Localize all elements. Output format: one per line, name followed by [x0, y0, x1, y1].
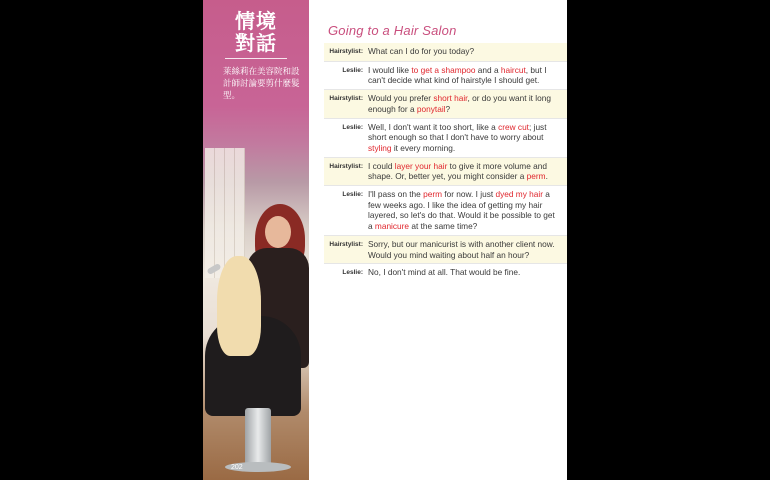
- vocabulary-keyword: ponytail: [416, 103, 446, 114]
- dialogue-text-segment: and a: [475, 64, 501, 75]
- vocabulary-keyword: dyed my hair: [495, 189, 543, 200]
- section-title-line-2: 對話: [235, 31, 277, 55]
- speaker-label: Leslie:: [342, 66, 363, 74]
- dialogue-row: [324, 61, 567, 89]
- section-description-chinese: 莱絲莉在美容院和設計師討論要剪什麼髮型。: [223, 67, 300, 101]
- vocabulary-keyword: manicure: [374, 221, 410, 232]
- dialogue-text: [368, 122, 567, 154]
- speaker-label: Leslie:: [342, 269, 363, 277]
- speaker-label: Hairstylist:: [329, 240, 363, 248]
- vocabulary-keyword: perm: [526, 171, 546, 182]
- vocabulary-keyword: layer your hair: [394, 160, 448, 171]
- dialogue-text-segment: , or do you want it long enough for a: [368, 93, 551, 114]
- dialogue-title: Going to a Hair Salon: [328, 23, 457, 38]
- book-page: [203, 0, 567, 480]
- speaker-label: Leslie:: [342, 123, 363, 131]
- dialogue-text: [368, 189, 567, 232]
- page-number: 202: [231, 464, 243, 471]
- dialogue-text: [368, 93, 567, 114]
- dialogue-row: [324, 89, 567, 117]
- dialogue-text: [368, 267, 567, 279]
- speaker-label: Leslie:: [342, 191, 363, 199]
- dialogue-text-segment: Sorry, but our manicurist is with another client now. Would you mind waiting about half an hour?: [368, 238, 555, 260]
- dialogue-list: [324, 43, 567, 282]
- dialogue-row: [324, 43, 567, 61]
- dialogue-text: [368, 65, 567, 86]
- section-title-line-1: 情境: [235, 9, 277, 33]
- dialogue-row: [324, 235, 567, 263]
- title-divider: [225, 58, 287, 59]
- dialogue-row: [324, 118, 567, 157]
- dialogue-text-segment: What can I do for you today?: [368, 46, 475, 56]
- dialogue-text-segment: at the same time?: [409, 221, 478, 232]
- dialogue-text: [368, 46, 567, 58]
- salon-chair-image: [245, 408, 271, 468]
- vocabulary-keyword: perm: [423, 189, 442, 200]
- dialogue-text-segment: I'll pass on the: [368, 189, 424, 200]
- section-title-chinese: [203, 10, 309, 54]
- vocabulary-keyword: short hair: [433, 93, 468, 104]
- vocabulary-keyword: styling: [368, 142, 392, 153]
- dialogue-text-segment: I could: [368, 160, 395, 171]
- dialogue-text-segment: I would like: [368, 64, 412, 75]
- dialogue-text-segment: , but I can't decide what kind of hairstyle I should get.: [368, 64, 547, 86]
- dialogue-text-segment: ; just short enough so that I don't have to worry about: [368, 121, 547, 143]
- dialogue-text-segment: for now. I just: [442, 189, 496, 200]
- salon-photo-panel: [203, 0, 309, 480]
- vocabulary-keyword: haircut: [500, 64, 526, 75]
- vocabulary-keyword: to get a shampoo: [411, 64, 476, 75]
- dialogue-row: [324, 157, 567, 185]
- speaker-label: Hairstylist:: [329, 95, 363, 103]
- speaker-label: Hairstylist:: [329, 48, 363, 55]
- dialogue-text: [368, 239, 567, 260]
- dialogue-text-segment: Well, I don't want it too short, like a: [368, 121, 499, 132]
- dialogue-text-segment: a few weeks ago. I like the idea of getting my hair layered, so let's do that. Would it be possible to get a: [368, 189, 555, 232]
- speaker-label: Hairstylist:: [329, 162, 363, 170]
- dialogue-row: [324, 185, 567, 235]
- dialogue-text-segment: to give it more volume and shape. Or, better yet, you might consider a: [368, 160, 547, 182]
- dialogue-text-segment: ?: [445, 103, 451, 114]
- dialogue-text-segment: .: [545, 171, 548, 182]
- client-blonde-hair-image: [217, 256, 261, 356]
- dialogue-row: [324, 263, 567, 282]
- vocabulary-keyword: crew cut: [498, 121, 529, 132]
- dialogue-text-segment: Would you prefer: [368, 93, 434, 104]
- hairstylist-face-image: [265, 216, 291, 248]
- dialogue-text: [368, 161, 567, 182]
- dialogue-text-segment: No, I don't mind at all. That would be fine.: [368, 267, 521, 278]
- dialogue-text-segment: it every morning.: [391, 142, 456, 153]
